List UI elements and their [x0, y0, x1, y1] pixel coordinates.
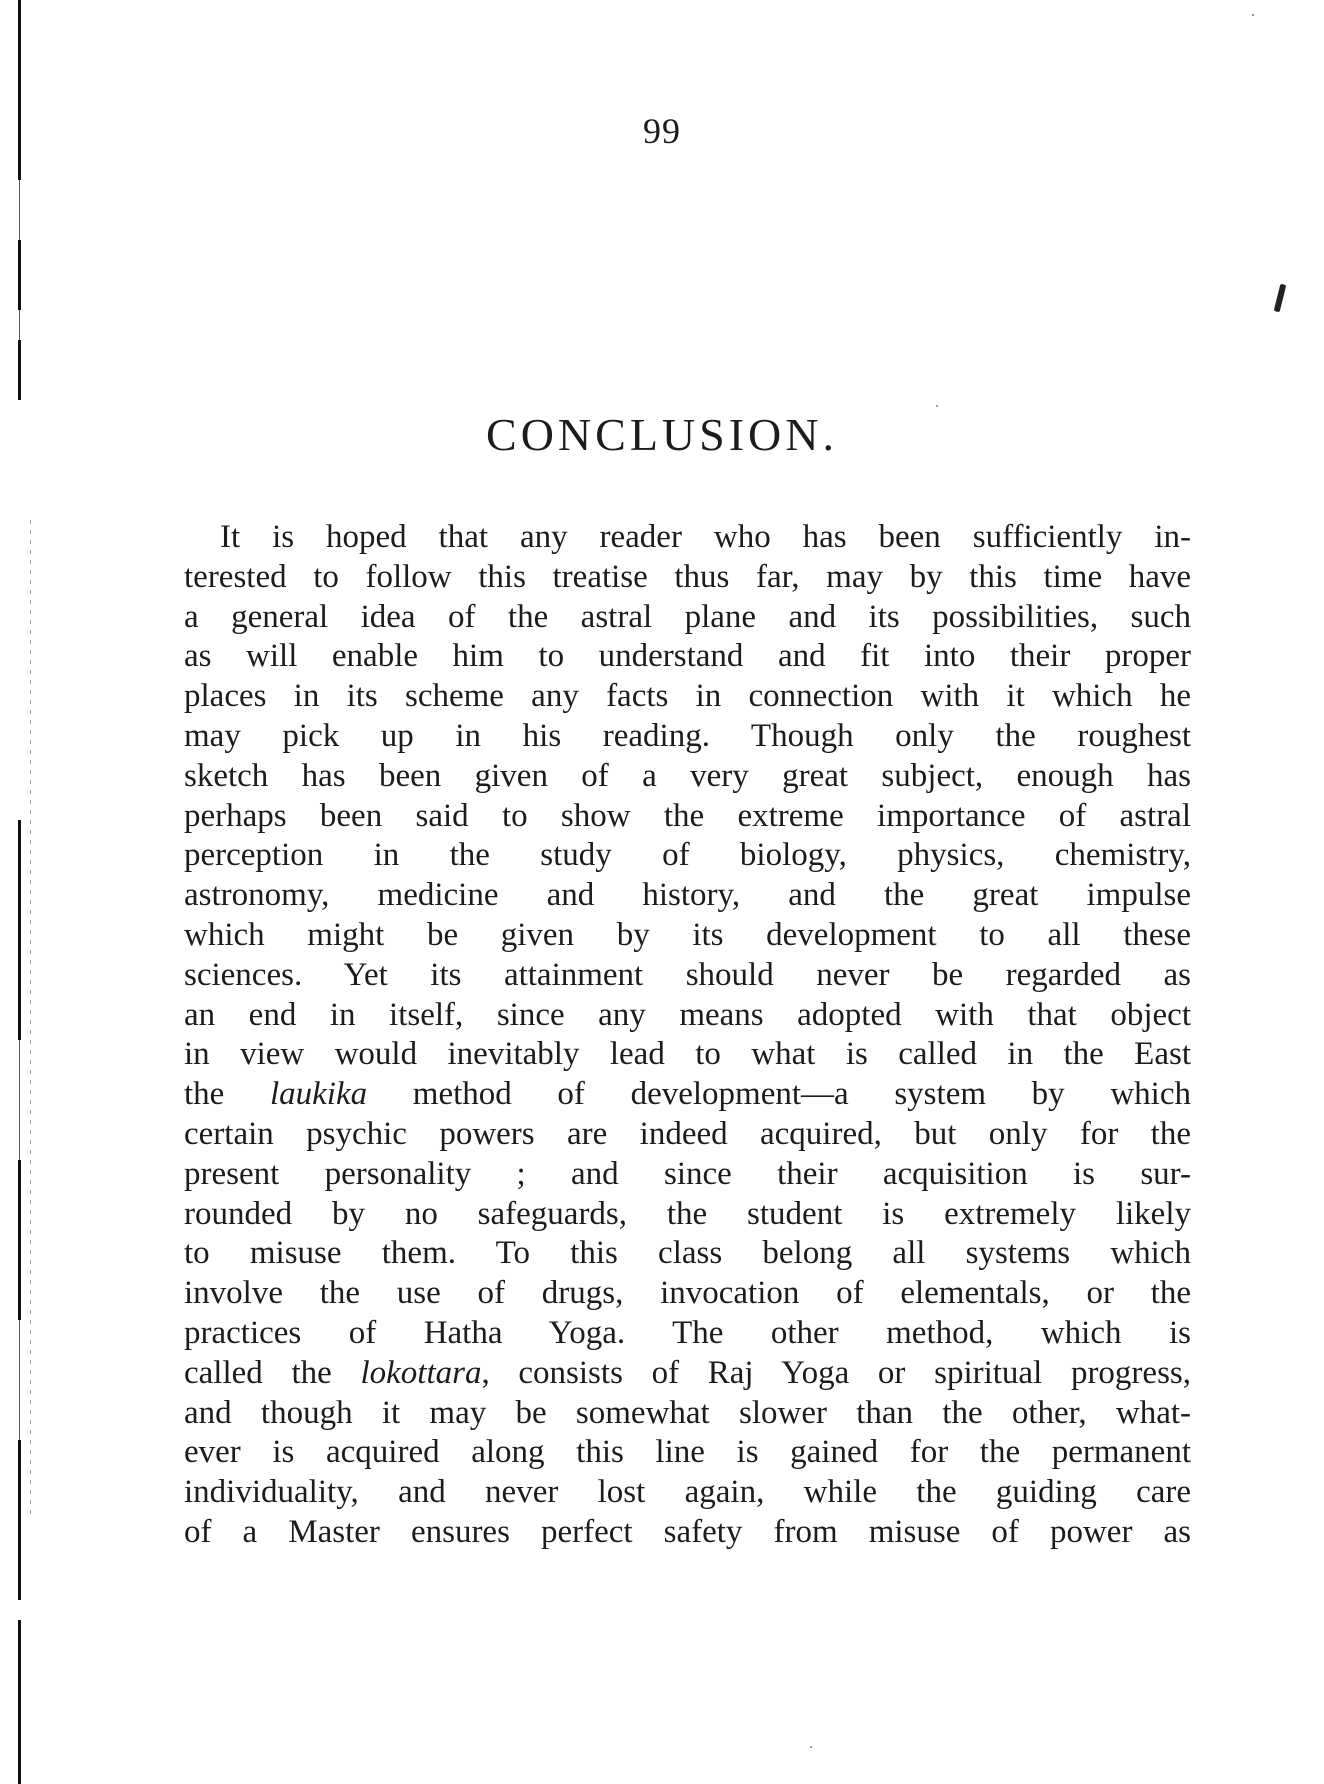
- text-fragment: the: [184, 1076, 270, 1113]
- text-line: involve the use of drugs, invocation of elementals, or the: [184, 1275, 1191, 1312]
- paper-speck: [1252, 14, 1254, 16]
- page-number: 99: [643, 111, 681, 151]
- text-line: may pick up in his reading. Though only the roughest: [184, 717, 1191, 754]
- text-line: It is hoped that any reader who has been sufficiently in-: [220, 519, 1191, 555]
- text-line: in view would inevitably lead to what is called in the East: [184, 1036, 1191, 1073]
- text-line: terested to follow this treatise thus far, may by this time have: [184, 558, 1191, 595]
- chapter-title: CONCLUSION.: [486, 409, 838, 460]
- text-fragment: , consists of Raj Yoga or spiritual progress,: [481, 1354, 1191, 1391]
- binding-edge-shadow: [18, 0, 22, 1784]
- text-line: to misuse them. To this class belong all systems which: [184, 1235, 1191, 1272]
- text-line: and though it may be somewhat slower than the other, what-: [184, 1394, 1191, 1431]
- paper-speck: [936, 405, 938, 407]
- italic-term-lokottara: lokottara: [360, 1354, 482, 1391]
- text-line: sketch has been given of a very great subject, enough has: [184, 757, 1191, 794]
- ink-mark: [1274, 284, 1287, 313]
- italic-term-laukika: laukika: [269, 1076, 368, 1113]
- text-line: certain psychic powers are indeed acquired, but only for the: [184, 1115, 1191, 1152]
- text-fragment: method of development—a system by which: [367, 1076, 1191, 1113]
- text-line: ever is acquired along this line is gained for the permanent: [184, 1434, 1191, 1471]
- text-line: [184, 1075, 1191, 1115]
- text-line: [184, 1354, 1191, 1394]
- text-line: practices of Hatha Yoga. The other method, which is: [184, 1314, 1191, 1351]
- text-line: perception in the study of biology, physics, chemistry,: [184, 837, 1191, 874]
- text-line: which might be given by its development to all these: [184, 916, 1191, 953]
- text-line: present personality ; and since their acquisition is sur-: [184, 1155, 1191, 1192]
- text-line: perhaps been said to show the extreme importance of astral: [184, 797, 1191, 834]
- binding-edge-dashes: [30, 520, 31, 1520]
- text-line: of a Master ensures perfect safety from misuse of power as: [184, 1513, 1191, 1550]
- text-line: rounded by no safeguards, the student is extremely likely: [184, 1195, 1191, 1232]
- text-line: a general idea of the astral plane and its possibilities, such: [184, 598, 1191, 635]
- text-line: an end in itself, since any means adopted with that object: [184, 996, 1191, 1033]
- text-line: as will enable him to understand and fit into their proper: [184, 638, 1191, 675]
- text-line: sciences. Yet its attainment should never be regarded as: [184, 956, 1191, 993]
- paper-speck: [810, 1746, 812, 1748]
- body-paragraph: [184, 518, 1191, 1553]
- text-line: astronomy, medicine and history, and the great impulse: [184, 877, 1191, 914]
- text-line: individuality, and never lost again, while the guiding care: [184, 1474, 1191, 1511]
- text-line: places in its scheme any facts in connection with it which he: [184, 678, 1191, 715]
- text-fragment: called the: [184, 1354, 361, 1391]
